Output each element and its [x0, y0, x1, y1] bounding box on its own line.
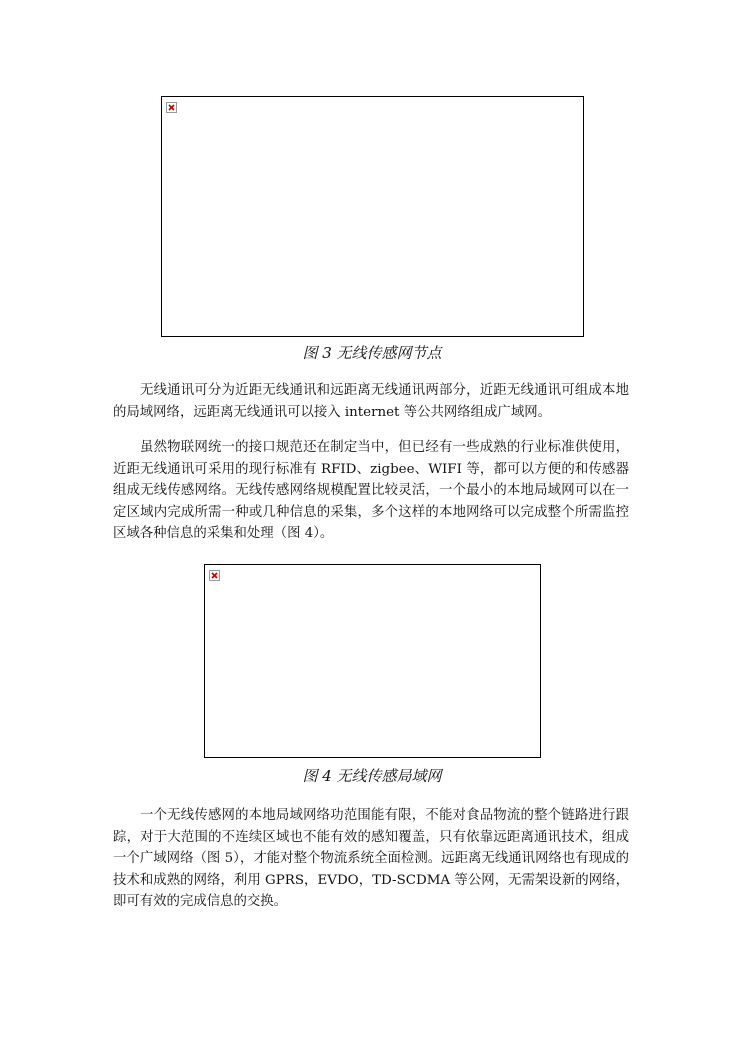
paragraph-2: 虽然物联网统一的接口规范还在制定当中，但已经有一些成熟的行业标准供使用，近距无线通讯可采用的现行标准有 RFID、zigbee、WIFI 等，都可以方便的和传感器组成无线传感网络。无线传感网络规模配置比较灵活，一个最小的本地局域网可以在一定区域内完成所需一种或几种信息的采集，多个这样的本地网络可以完成整个所需监控区域各种信息的采集和处理（图 4）。	[113, 440, 629, 541]
paragraph-3: 一个无线传感网的本地局域网络功范围能有限，不能对食品物流的整个链路进行跟踪，对于大范围的不连续区域也不能有效的感知覆盖，只有依靠远距离通讯技术，组成一个广域网络（图 5），才能对整个物流系统全面检测。远距离无线通讯网络也有现成的技术和成熟的网络，利用 GPRS，EVDO，TD-SCDMA 等公网，无需架设新的网络，即可有效的完成信息的交换。	[113, 808, 629, 909]
paragraph-1: 无线通讯可分为近距无线通讯和远距离无线通讯两部分，近距无线通讯可组成本地的局域网络，远距离无线通讯可以接入 internet 等公共网络组成广域网。	[113, 383, 629, 420]
figure-4-caption: 图 4 无线传感局域网	[302, 767, 442, 785]
broken-image-icon	[166, 102, 177, 113]
figure-4-image	[204, 564, 541, 758]
broken-image-icon	[209, 570, 220, 581]
figure-3-image	[161, 96, 584, 337]
figure-3-caption: 图 3 无线传感网节点	[302, 344, 442, 362]
